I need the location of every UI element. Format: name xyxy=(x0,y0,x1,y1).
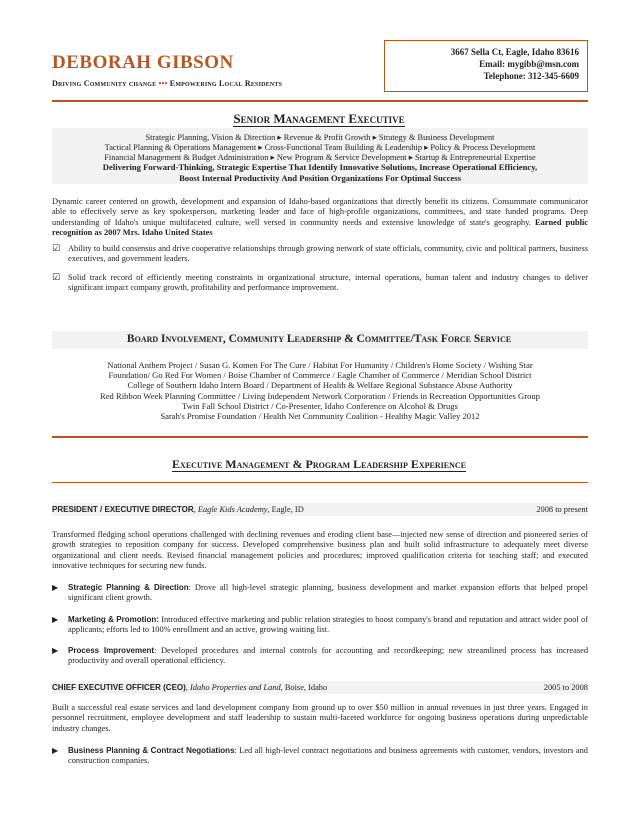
board-list xyxy=(52,360,588,421)
candidate-name: DEBORAH GIBSON xyxy=(52,52,234,73)
tagline-right: Empowering Local Residents xyxy=(169,79,283,88)
bullet-arrow-icon: ▶ xyxy=(52,583,59,592)
skills-list xyxy=(52,133,588,163)
board-title: Board Involvement, Community Leadership & Committee/Task Force Service xyxy=(126,333,512,345)
value-line-2: Boost Internal Productivity And Position Organizations For Optimal Success xyxy=(179,173,461,183)
board-line: Foundation/ Go Red For Women / Boise Chamber of Commerce / Eagle Chamber of Commerce / Meridian School District xyxy=(108,370,532,381)
senior-title: Senior Management Executive xyxy=(233,111,405,126)
bullet-arrow-icon: ▶ xyxy=(52,615,59,624)
contact-address: 3667 Sella Ct, Eagle, Idaho 83616 xyxy=(450,47,579,57)
board-line: Twin Fall School District / Co-Presenter, Idaho Conference on Alcohol & Drugs xyxy=(182,400,458,411)
job-title: CHIEF EXECUTIVE OFFICER (CEO) xyxy=(52,683,186,692)
job-bullet: ▶ Business Planning & Contract Negotiations: Led all high-level contract negotiations and business agreements with customer, vendors, investors and construction companies. xyxy=(52,746,588,766)
board-line: College of Southern Idaho Intern Board / Department of Health & Welfare Regional Substance Abuse Authority xyxy=(127,380,513,391)
bullet-arrow-icon: ▶ xyxy=(52,746,59,755)
contact-email: Email: mygibb@msn.com xyxy=(479,59,579,69)
job-header: PRESIDENT / EXECUTIVE DIRECTOR, Eagle Kids Academy, Eagle, ID 2008 to present xyxy=(52,505,588,514)
skills-line: Financial Management & Budget Administration ▸ New Program & Service Development ▸ Startup & Entrepreneurial Expertise xyxy=(104,153,536,162)
experience-title: Executive Management & Program Leadership Experience xyxy=(172,457,466,471)
job-location: , Boise, Idaho xyxy=(280,683,328,692)
job-bullet: ▶ Strategic Planning & Direction: Drove all high-level strategic planning, business development and market expansion efforts that helped propel significant client growth. xyxy=(52,583,588,603)
tagline xyxy=(52,79,282,88)
board-line: Sarah's Promise Foundation / Health Net Community Coalition - Healthy Magic Valley 2012 xyxy=(160,411,480,422)
tagline-separator: ••• xyxy=(158,79,168,88)
job-bullet: ▶ Marketing & Promotion: Introduced effective marketing and public relation strategies to boost company's brand and reputation and attract wider pool of applicants; efforts led to 100% enrollment and an active, growing waiting list. xyxy=(52,615,588,635)
job-location: , Eagle, ID xyxy=(267,505,304,514)
check-item: ☑ Ability to build consensus and drive cooperative relationships through growing network of state officials, community, civic and political partners, business executives, and government leaders. xyxy=(52,244,588,264)
job-company: Idaho Properties and Land xyxy=(189,683,281,692)
skills-line: Tactical Planning & Operations Management ▸ Cross-Functional Team Building & Leadership ▸ Policy & Process Development xyxy=(104,143,536,152)
bullet-arrow-icon: ▶ xyxy=(52,646,59,655)
checkbox-icon: ☑ xyxy=(52,244,61,254)
board-line: National Anthem Project / Susan G. Komen For The Cure / Habitat For Humanity / Children's Home Society / Wishing Star xyxy=(107,360,533,370)
job-summary: Transformed fledging school operations challenged with declining revenues and eroding client base—injected new sense of direction and pioneered series of growth strategies to reposition company for success. Developed comprehensive business plan and built solid infrastructure to adequately meet diverse organizational and client needs. Revised financial management policies and procedures; improved qualification criteria for teaching staff; and executed innovative techniques for securing new funds. xyxy=(52,530,588,571)
job-dates: 2008 to present xyxy=(536,505,588,514)
contact-phone: Telephone: 312-345-6609 xyxy=(483,71,579,81)
header-divider xyxy=(52,100,588,102)
job-company: Eagle Kids Academy xyxy=(197,505,268,514)
value-statement xyxy=(52,162,588,184)
summary-highlight: Earned public recognition as 2007 Mrs. Idaho United States xyxy=(52,217,589,238)
value-line-1: Delivering Forward-Thinking, Strategic Expertise That Identify Innovative Solutions, Increase Operational Efficiency, xyxy=(102,162,538,172)
tagline-left: Driving Community change xyxy=(52,79,157,88)
job-header: CHIEF EXECUTIVE OFFICER (CEO), Idaho Properties and Land, Boise, Idaho 2005 to 2008 xyxy=(52,683,588,692)
job-bullet: ▶ Process Improvement: Developed procedures and internal controls for accounting and recordkeeping; new streamlined process has increased productivity and overall operational efficiency. xyxy=(52,646,589,666)
check-item: ☑ Solid track record of efficiently meeting constraints in organizational structure, internal operations, human talent and industry changes to deliver significant impact company growth, profitability and performance improvement. xyxy=(52,273,588,293)
experience-divider-top xyxy=(52,436,588,438)
job-dates: 2005 to 2008 xyxy=(543,683,588,692)
job-title: PRESIDENT / EXECUTIVE DIRECTOR xyxy=(52,505,194,514)
summary-paragraph xyxy=(52,197,588,239)
skills-line: Strategic Planning, Vision & Direction ▸ Revenue & Profit Growth ▸ Strategy & Business Development xyxy=(145,133,495,142)
contact-box xyxy=(384,40,588,92)
summary-text: Dynamic career centered on growth, development and expansion of Idaho-based organizations that directly benefit its citizens. Consummate communicator able to effectively serve as key spokesperson, marketing leader and face of high-profile organizations, committees, and state funded programs. Deep understanding of Idaho's unique multifaceted culture, well versed in community needs and extensive knowledge of state's geography. xyxy=(52,197,588,227)
board-line: Red Ribbon Week Planning Committee / Living Independent Network Corporation / Friends in Recreation Opportunities Group xyxy=(100,390,540,401)
job-summary: Built a successful real estate services and land development company from ground up to over $50 million in annual revenues in just three years. Engaged in personnel recruitment, employee development and staff leadership to sustain multi-faceted workforce for ongoing business operations during unpredictable industry changes. xyxy=(52,703,588,733)
experience-divider-bottom xyxy=(52,482,588,483)
checkbox-icon: ☑ xyxy=(52,273,61,283)
